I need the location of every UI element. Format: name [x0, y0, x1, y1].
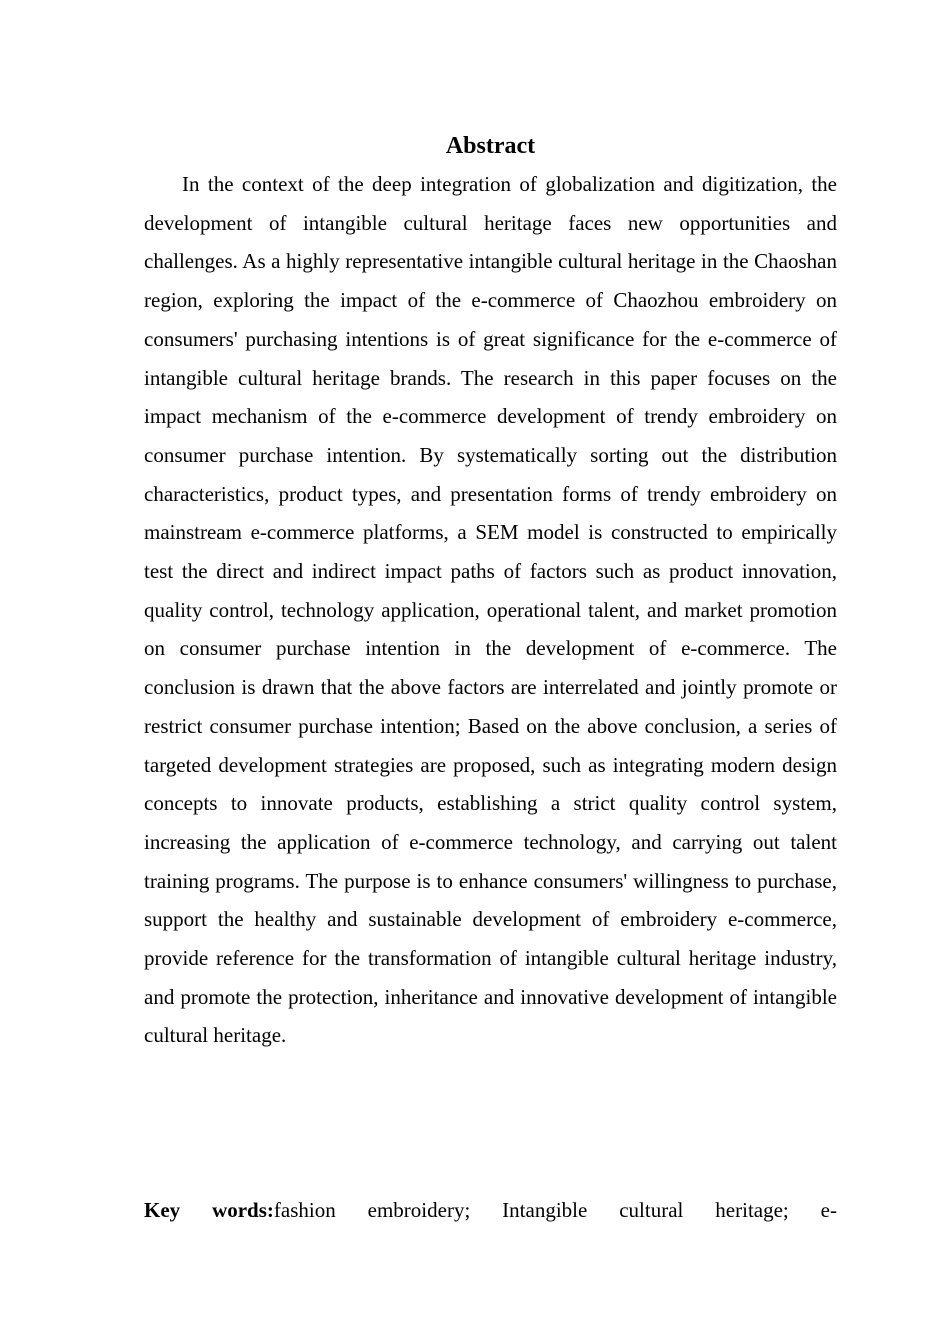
keywords-text: fashion embroidery; Intangible cultural heritage; e- [273, 1198, 837, 1222]
keywords-line [144, 1191, 837, 1230]
abstract-title: Abstract [445, 133, 536, 159]
abstract-body: In the context of the deep integration of globalization and digitization, the development of intangible cultural heritage faces new opportunities and challenges. As a highly representative intangible cultural heritage in the Chaoshan region, exploring the impact of the e-commerce of Chaozhou embroidery on consumers' purchasing intentions is of great significance for the e-commerce of intangible cultural heritage brands. The research in this paper focuses on the impact mechanism of the e-commerce development of trendy embroidery on consumer purchase intention. By systematically sorting out the distribution characteristics, product types, and presentation forms of trendy embroidery on mainstream e-commerce platforms, a SEM model is constructed to empirically test the direct and indirect impact paths of factors such as product innovation, quality control, technology application, operational talent, and market promotion on consumer purchase intention in the development of e-commerce. The conclusion is drawn that the above factors are interrelated and jointly promote or restrict consumer purchase intention; Based on the above conclusion, a series of targeted development strategies are proposed, such as integrating modern design concepts to innovate products, establishing a strict quality control system, increasing the application of e-commerce technology, and carrying out talent training programs. The purpose is to enhance consumers' willingness to purchase, support the healthy and sustainable development of embroidery e-commerce, provide reference for the transformation of intangible cultural heritage industry, and promote the protection, inheritance and innovative development of intangible cultural heritage. [144, 172, 837, 1048]
keywords-label: Key words: [144, 1198, 274, 1222]
